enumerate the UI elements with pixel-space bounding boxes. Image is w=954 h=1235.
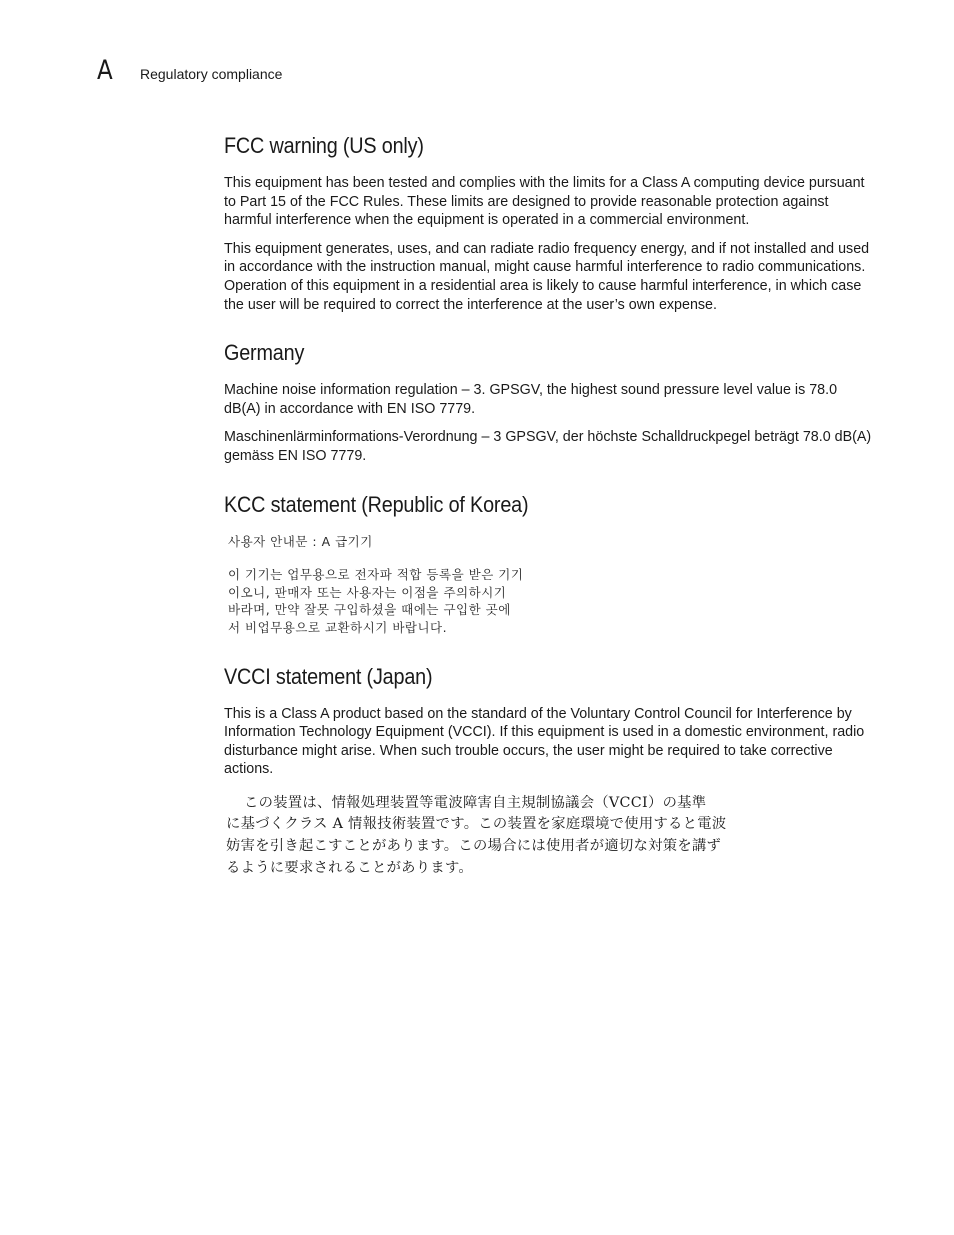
japanese-line: るように要求されることがあります。 — [226, 859, 474, 876]
korean-line: 사용자 안내문 : A 급기기 — [228, 533, 373, 549]
appendix-letter: A — [97, 55, 113, 86]
fcc-heading: FCC warning (US only) — [224, 133, 424, 158]
germany-section — [224, 337, 872, 465]
korean-line: 이오니, 판매자 또는 사용자는 이점을 주의하시기 — [228, 584, 507, 600]
fcc-paragraph-1: This equipment has been tested and complies with the limits for a Class A computing device pursuant to Part 15 of the FCC Rules. These limits are designed to provide reasonable protection against harmful interference when the equipment is operated in a commercial environment. — [224, 175, 865, 229]
fcc-section — [224, 130, 872, 314]
running-header — [97, 56, 282, 86]
kcc-korean-statement — [228, 533, 872, 637]
fcc-paragraph-2: This equipment generates, uses, and can radiate radio frequency energy, and if not installed and used in accordance with the instruction manual, might cause harmful interference to radio communications. Operation of this equipment in a residential area is likely to cause harmful interference, in which case the user will be required to correct the interference at the user’s own expense. — [224, 240, 870, 313]
korean-line: 서 비업무용으로 교환하시기 바랍니다. — [228, 619, 448, 635]
germany-heading: Germany — [224, 340, 305, 366]
kcc-heading: KCC statement (Republic of Korea) — [224, 491, 529, 517]
japanese-line: に基づくクラス A 情報技術装置です。この装置を家庭環境で使用すると電波 — [226, 816, 727, 833]
running-header-title: Regulatory compliance — [140, 66, 283, 82]
japanese-line: この装置は、情報処理装置等電波障害自主規制協議会（VCCI）の基準 — [244, 794, 707, 811]
vcci-japanese-statement — [226, 793, 872, 879]
vcci-paragraph: This is a Class A product based on the standard of the Voluntary Control Council for Interference by Information Technology Equipment (VCCI). If this equipment is used in a domestic environment, radio disturbance might arise. When such trouble occurs, the user might be required to take corrective actions. — [224, 705, 865, 778]
germany-paragraph-german: Maschinenlärminformations-Verordnung – 3 GPSGV, der höchste Schalldruckpegel beträgt 78.0 dB(A) gemäss EN ISO 7779. — [224, 429, 872, 464]
kcc-section — [224, 489, 872, 637]
germany-paragraph-english: Machine noise information regulation – 3. GPSGV, the highest sound pressure level value is 78.0 dB(A) in accordance with EN ISO 7779. — [224, 382, 838, 417]
vcci-section — [224, 661, 872, 880]
korean-line: 이 기기는 업무용으로 전자파 적합 등록을 받은 기기 — [228, 567, 524, 583]
japanese-line: 妨害を引き起こすことがあります。この場合には使用者が適切な対策を講ず — [226, 838, 722, 855]
korean-line: 바라며, 만약 잘못 구입하셨을 때에는 구입한 곳에 — [228, 602, 511, 618]
page-content — [224, 130, 872, 900]
vcci-heading: VCCI statement (Japan) — [224, 663, 433, 689]
